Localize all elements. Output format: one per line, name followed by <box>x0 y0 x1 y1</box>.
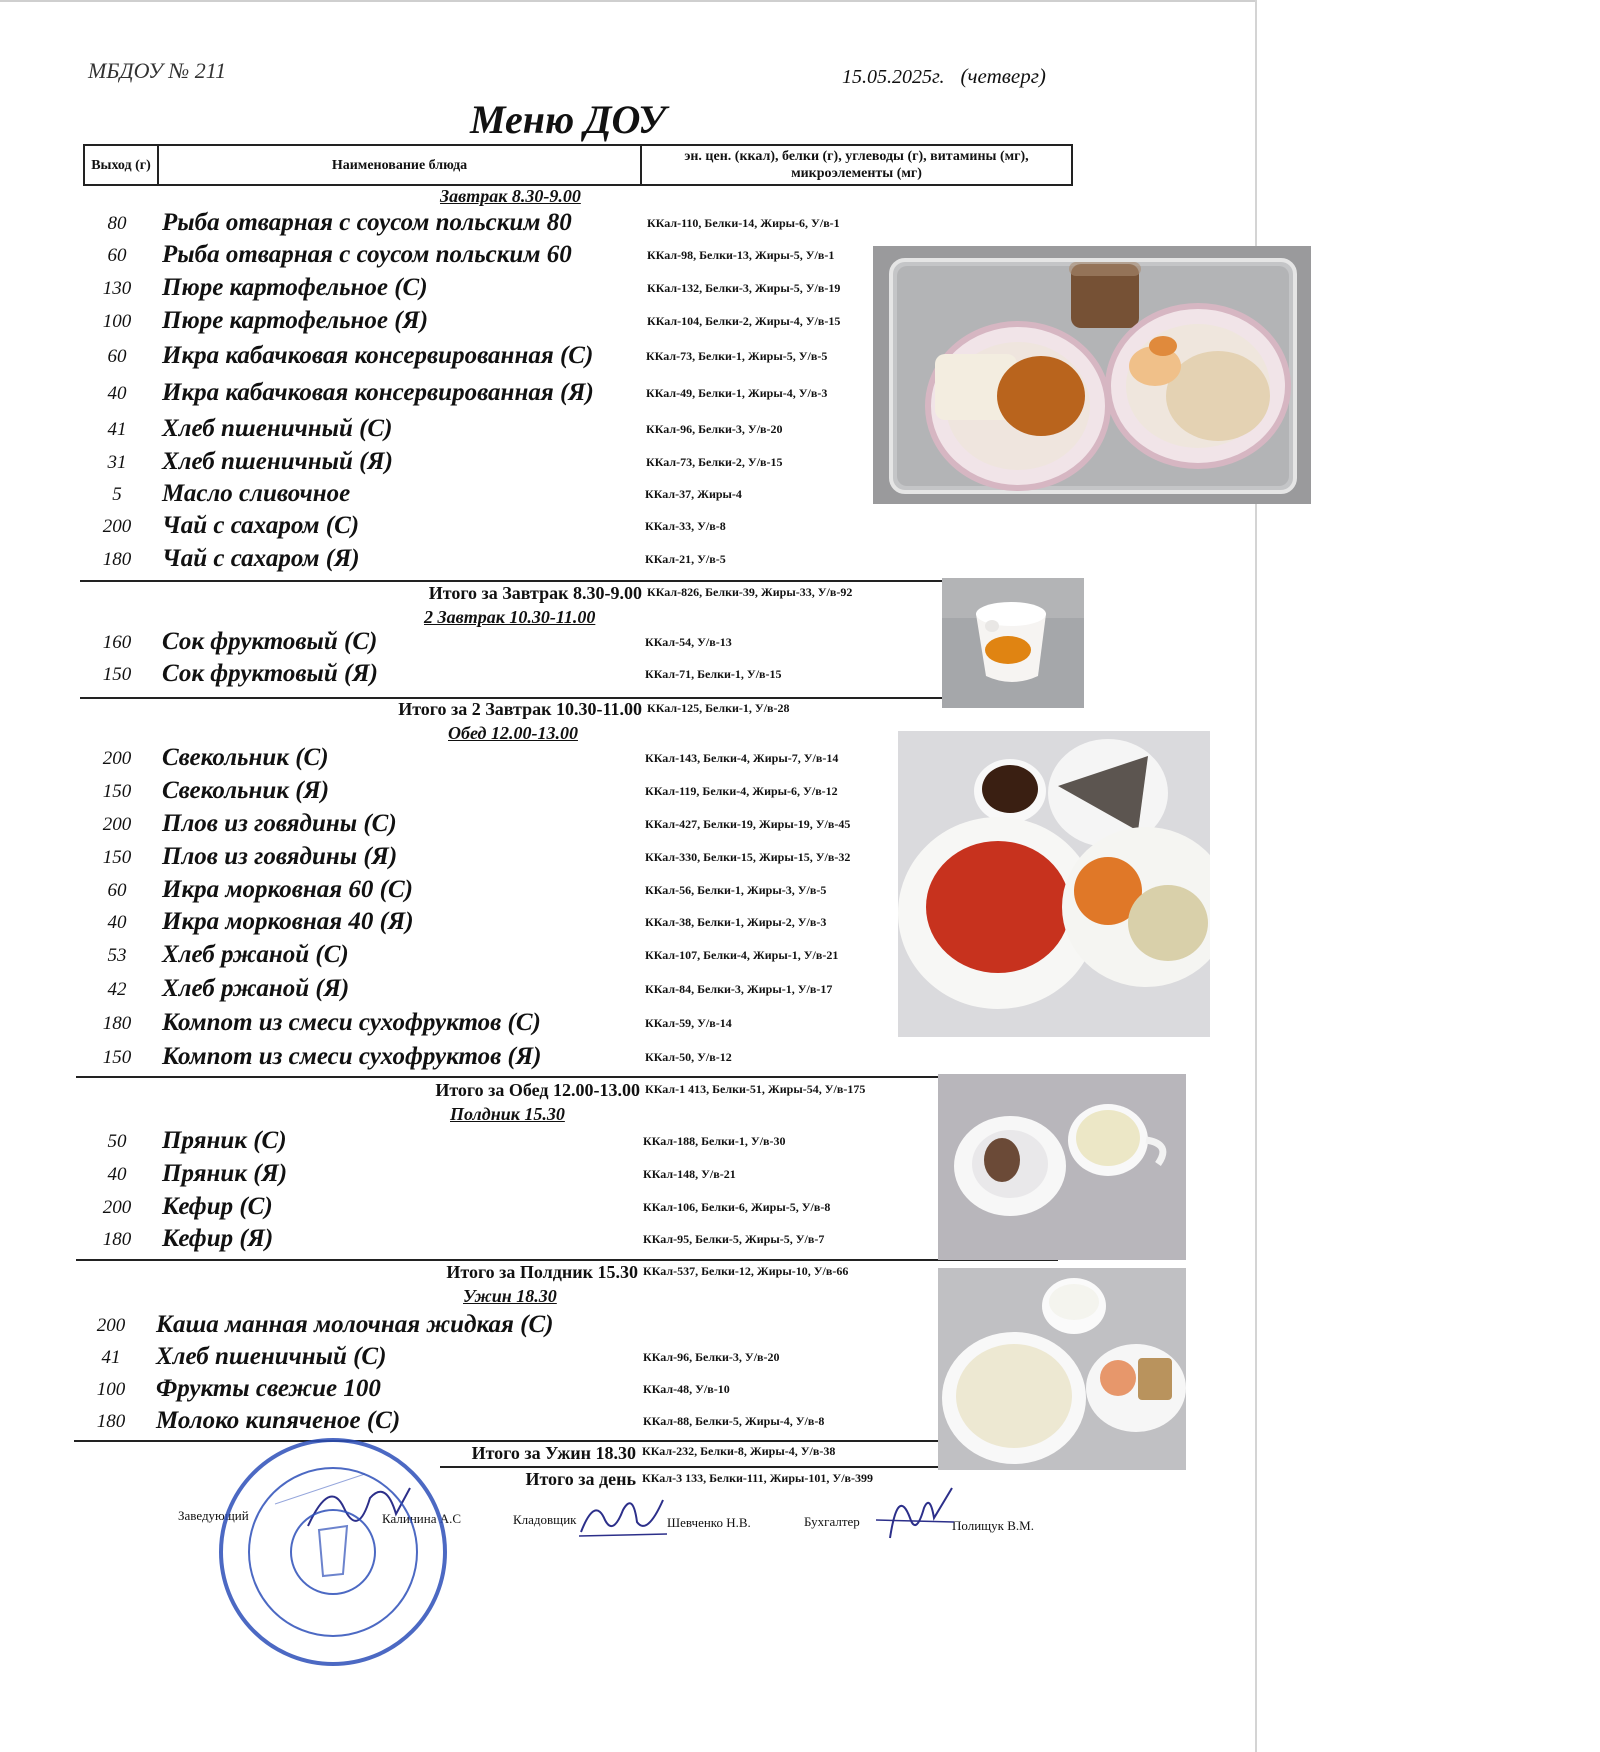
menu-row <box>70 379 930 411</box>
row-qty: 40 <box>107 912 127 933</box>
row-nutrition: ККал-73, Белки-2, У/в-15 <box>646 455 783 469</box>
menu-row <box>70 1343 930 1375</box>
total-label-breakfast: Итого за Завтрак 8.30-9.00 <box>428 583 642 603</box>
menu-row <box>70 1311 930 1343</box>
row-nutrition: ККал-330, Белки-15, Жиры-15, У/в-32 <box>645 850 851 864</box>
head-title: Заведующий <box>178 1508 249 1523</box>
row-nutrition: ККал-148, У/в-21 <box>643 1167 736 1181</box>
row-dish: Сок фруктовый (Я) <box>162 660 378 687</box>
row-nutrition: ККал-96, Белки-3, У/в-20 <box>643 1350 780 1364</box>
total-nutrition-breakfast: ККал-826, Белки-39, Жиры-33, У/в-92 <box>647 585 853 599</box>
menu-row <box>70 307 930 339</box>
row-nutrition: ККал-73, Белки-1, Жиры-5, У/в-5 <box>646 349 828 363</box>
row-qty: 60 <box>107 245 127 266</box>
menu-row <box>70 1127 930 1159</box>
total-nutrition-dinner: ККал-232, Белки-8, Жиры-4, У/в-38 <box>642 1444 836 1458</box>
row-dish: Икра кабачковая консервированная (Я) <box>162 379 594 406</box>
snack-photo <box>938 1074 1186 1260</box>
section-title-lunch: Обед 12.00-13.00 <box>448 723 578 743</box>
row-qty: 150 <box>102 781 132 802</box>
menu-row <box>70 342 930 374</box>
menu-row <box>70 448 930 480</box>
row-qty: 200 <box>96 1315 126 1336</box>
row-dish: Икра кабачковая консервированная (С) <box>162 342 594 369</box>
row-nutrition: ККал-107, Белки-4, Жиры-1, У/в-21 <box>645 948 839 962</box>
row-qty: 41 <box>101 1347 121 1368</box>
row-dish: Пюре картофельное (С) <box>162 274 428 301</box>
dinner-plates-image <box>938 1268 1186 1470</box>
row-dish: Фрукты свежие 100 <box>156 1375 381 1402</box>
row-nutrition: ККал-427, Белки-19, Жиры-19, У/в-45 <box>645 817 851 831</box>
menu-row <box>70 628 930 660</box>
row-dish: Икра морковная 60 (С) <box>162 876 413 903</box>
accountant-signature <box>870 1478 960 1558</box>
row-qty: 42 <box>107 979 127 1000</box>
storekeeper-name: Шевченко Н.В. <box>667 1515 751 1530</box>
row-qty: 31 <box>107 452 127 473</box>
row-nutrition: ККал-119, Белки-4, Жиры-6, У/в-12 <box>645 784 838 798</box>
menu-row <box>70 1407 930 1439</box>
row-qty: 100 <box>102 311 132 332</box>
total-rule <box>76 1259 1058 1261</box>
menu-row <box>70 941 930 973</box>
menu-row <box>70 512 930 544</box>
row-qty: 180 <box>102 549 132 570</box>
col-header-qty: Выход (г) <box>84 145 158 185</box>
menu-row <box>70 1375 930 1407</box>
head-name: Калинина А.С <box>382 1511 462 1526</box>
section-title-dinner: Ужин 18.30 <box>463 1286 557 1306</box>
menu-row <box>70 209 930 241</box>
col-header-name: Наименование блюда <box>158 145 641 185</box>
storekeeper-title: Кладовщик <box>513 1512 577 1527</box>
row-dish: Пряник (С) <box>162 1127 287 1154</box>
row-dish: Чай с сахаром (Я) <box>162 545 360 572</box>
row-nutrition: ККал-48, У/в-10 <box>643 1382 730 1396</box>
total-rule <box>74 1440 938 1442</box>
accountant-title: Бухгалтер <box>804 1514 860 1529</box>
row-qty: 60 <box>107 346 127 367</box>
menu-row <box>70 843 930 875</box>
row-dish: Плов из говядины (Я) <box>162 843 398 870</box>
lunch-photo <box>898 731 1210 1037</box>
row-dish: Кефир (С) <box>162 1193 273 1220</box>
col-header-nutrition: эн. цен. (ккал), белки (г), углеводы (г), витамины (мг), микроэлементы (мг) <box>641 145 1072 185</box>
row-qty: 53 <box>107 945 127 966</box>
row-qty: 80 <box>107 213 127 234</box>
row-qty: 180 <box>102 1229 132 1250</box>
row-qty: 5 <box>112 484 122 505</box>
menu-row <box>70 480 930 512</box>
row-dish: Чай с сахаром (С) <box>162 512 360 539</box>
row-dish: Икра морковная 40 (Я) <box>162 908 414 935</box>
row-nutrition: ККал-132, Белки-3, Жиры-5, У/в-19 <box>647 281 841 295</box>
column-header-table <box>83 144 1073 186</box>
total-nutrition-lunch: ККал-1 413, Белки-51, Жиры-54, У/в-175 <box>645 1082 866 1096</box>
row-qty: 150 <box>102 1047 132 1068</box>
row-nutrition: ККал-37, Жиры-4 <box>645 487 742 501</box>
row-qty: 160 <box>102 632 132 653</box>
row-dish: Пряник (Я) <box>162 1160 288 1187</box>
total-label-lunch: Итого за Обед 12.00-13.00 <box>435 1080 640 1100</box>
row-qty: 200 <box>102 814 132 835</box>
menu-row <box>70 1043 930 1075</box>
menu-row <box>70 1225 930 1257</box>
row-nutrition: ККал-110, Белки-14, Жиры-6, У/в-1 <box>647 216 840 230</box>
row-dish: Свекольник (Я) <box>162 777 330 804</box>
row-qty: 200 <box>102 1197 132 1218</box>
row-nutrition: ККал-33, У/в-8 <box>645 519 726 533</box>
row-dish: Рыба отварная с соусом польским 80 <box>162 209 572 236</box>
row-nutrition: ККал-96, Белки-3, У/в-20 <box>646 422 783 436</box>
menu-row <box>70 876 930 908</box>
menu-row <box>70 777 930 809</box>
row-qty: 200 <box>102 516 132 537</box>
lunch-plates-image <box>898 731 1210 1037</box>
row-nutrition: ККал-104, Белки-2, Жиры-4, У/в-15 <box>647 314 841 328</box>
row-dish: Сок фруктовый (С) <box>162 628 378 655</box>
row-qty: 130 <box>102 278 132 299</box>
row-nutrition: ККал-143, Белки-4, Жиры-7, У/в-14 <box>645 751 839 765</box>
row-qty: 180 <box>102 1013 132 1034</box>
section-title-second-breakfast: 2 Завтрак 10.30-11.00 <box>424 607 596 627</box>
top-border <box>0 0 1255 2</box>
menu-row <box>70 241 930 273</box>
row-nutrition: ККал-49, Белки-1, Жиры-4, У/в-3 <box>646 386 828 400</box>
row-qty: 41 <box>107 419 127 440</box>
menu-row <box>70 1193 930 1225</box>
row-dish: Хлеб ржаной (Я) <box>162 975 350 1002</box>
day-total-label: Итого за день <box>525 1469 636 1489</box>
row-nutrition: ККал-38, Белки-1, Жиры-2, У/в-3 <box>645 915 827 929</box>
row-nutrition: ККал-106, Белки-6, Жиры-5, У/в-8 <box>643 1200 831 1214</box>
menu-row <box>70 274 930 306</box>
row-qty: 40 <box>107 383 127 404</box>
row-nutrition: ККал-56, Белки-1, Жиры-3, У/в-5 <box>645 883 827 897</box>
row-dish: Молоко кипяченое (С) <box>156 1407 401 1434</box>
section-title-snack: Полдник 15.30 <box>450 1104 565 1124</box>
row-dish: Хлеб ржаной (С) <box>162 941 349 968</box>
row-nutrition: ККал-21, У/в-5 <box>645 552 726 566</box>
accountant-name: Полищук В.М. <box>952 1518 1034 1533</box>
row-dish: Свекольник (С) <box>162 744 329 771</box>
row-dish: Пюре картофельное (Я) <box>162 307 429 334</box>
row-dish: Компот из смеси сухофруктов (С) <box>162 1009 541 1036</box>
total-label-snack: Итого за Полдник 15.30 <box>446 1262 638 1282</box>
row-qty: 60 <box>107 880 127 901</box>
row-nutrition: ККал-71, Белки-1, У/в-15 <box>645 667 782 681</box>
row-qty: 200 <box>102 748 132 769</box>
row-qty: 50 <box>107 1131 127 1152</box>
row-dish: Масло сливочное <box>162 480 351 507</box>
total-nutrition-snack: ККал-537, Белки-12, Жиры-10, У/в-66 <box>643 1264 849 1278</box>
row-nutrition: ККал-54, У/в-13 <box>645 635 732 649</box>
total-label-dinner: Итого за Ужин 18.30 <box>471 1443 636 1463</box>
official-stamp <box>215 1434 451 1670</box>
menu-row <box>70 744 930 776</box>
total-nutrition-second-breakfast: ККал-125, Белки-1, У/в-28 <box>647 701 790 715</box>
storekeeper-signature <box>575 1486 675 1546</box>
menu-row <box>70 1160 930 1192</box>
row-nutrition: ККал-50, У/в-12 <box>645 1050 732 1064</box>
row-dish: Каша манная молочная жидкая (С) <box>156 1311 554 1338</box>
row-dish: Кефир (Я) <box>162 1225 274 1252</box>
row-nutrition: ККал-95, Белки-5, Жиры-5, У/в-7 <box>643 1232 825 1246</box>
row-qty: 40 <box>107 1164 127 1185</box>
row-nutrition: ККал-88, Белки-5, Жиры-4, У/в-8 <box>643 1414 825 1428</box>
total-rule <box>80 580 942 582</box>
total-label-second-breakfast: Итого за 2 Завтрак 10.30-11.00 <box>398 699 642 719</box>
section-title-breakfast: Завтрак 8.30-9.00 <box>440 186 581 206</box>
menu-row <box>70 975 930 1007</box>
menu-row <box>70 545 930 577</box>
row-qty: 150 <box>102 664 132 685</box>
total-rule <box>76 1076 942 1078</box>
row-qty: 150 <box>102 847 132 868</box>
breakfast-tray-image <box>873 246 1311 504</box>
menu-row <box>70 908 930 940</box>
row-dish: Компот из смеси сухофруктов (Я) <box>162 1043 542 1070</box>
row-nutrition: ККал-98, Белки-13, Жиры-5, У/в-1 <box>647 248 835 262</box>
menu-row <box>70 1009 930 1041</box>
row-nutrition: ККал-59, У/в-14 <box>645 1016 732 1030</box>
snack-plates-image <box>938 1074 1186 1260</box>
dinner-photo <box>938 1268 1186 1470</box>
row-dish: Рыба отварная с соусом польским 60 <box>162 241 572 268</box>
row-qty: 180 <box>96 1411 126 1432</box>
row-nutrition: ККал-84, Белки-3, Жиры-1, У/в-17 <box>645 982 833 996</box>
date-line <box>842 64 1046 89</box>
breakfast-photo <box>873 246 1311 504</box>
menu-date: 15.05.2025г. <box>842 66 945 88</box>
org-name: МБДОУ № 211 <box>88 58 227 83</box>
page-title: Меню ДОУ <box>470 97 666 142</box>
second-breakfast-photo <box>942 578 1084 708</box>
day-total-nutrition: ККал-3 133, Белки-111, Жиры-101, У/в-399 <box>642 1471 874 1485</box>
row-dish: Хлеб пшеничный (С) <box>156 1343 387 1370</box>
menu-row <box>70 660 930 692</box>
juice-cup-image <box>942 578 1084 708</box>
row-dish: Хлеб пшеничный (Я) <box>162 448 393 475</box>
weekday: (четверг) <box>960 64 1046 88</box>
row-nutrition: ККал-188, Белки-1, У/в-30 <box>643 1134 786 1148</box>
row-qty: 100 <box>96 1379 126 1400</box>
row-dish: Плов из говядины (С) <box>162 810 397 837</box>
menu-row <box>70 415 930 447</box>
menu-row <box>70 810 930 842</box>
row-dish: Хлеб пшеничный (С) <box>162 415 393 442</box>
